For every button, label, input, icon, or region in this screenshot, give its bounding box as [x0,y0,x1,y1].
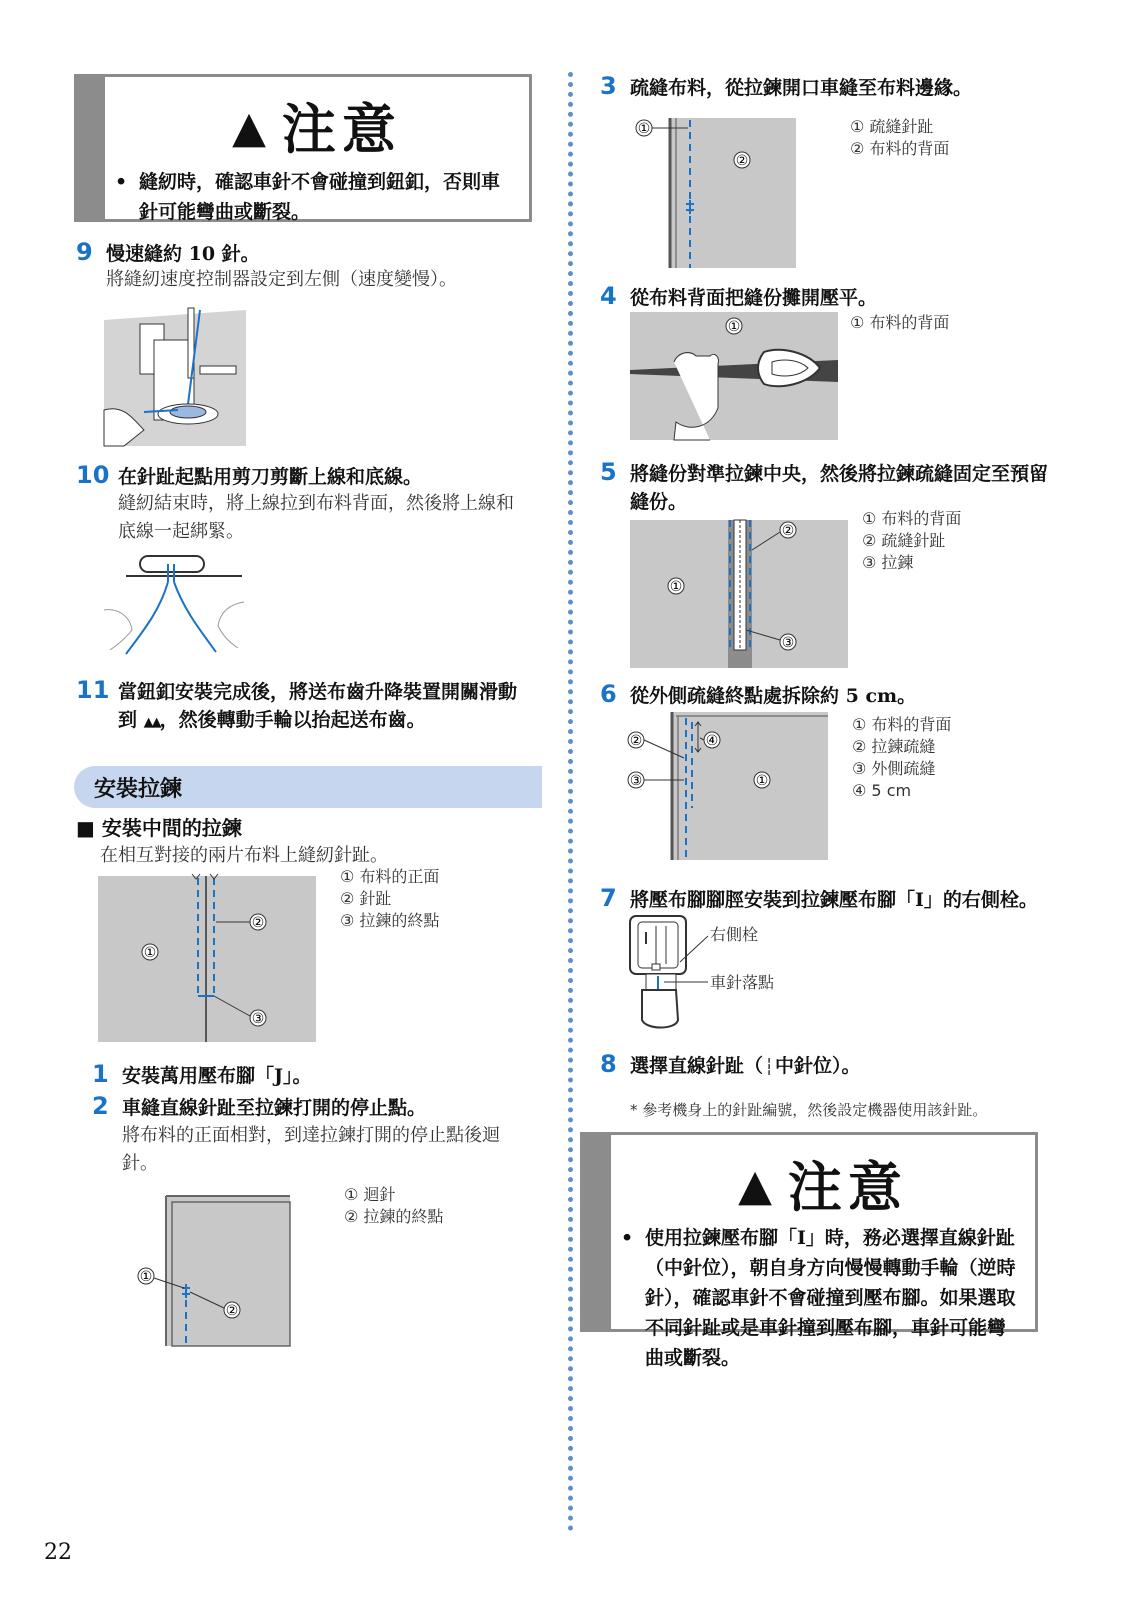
feed-dog-icon: ▲▲ [143,715,160,730]
column-divider [568,72,573,1532]
callout-2: ② [735,153,749,169]
step-9-title: 慢速縫約 10 針。 [106,243,260,265]
section-title: 安裝拉鍊 [94,777,183,802]
label-right-pin: 右側栓 [710,925,759,944]
step-4-number: 4 [600,282,617,310]
step-8-note: * 參考機身上的針趾編號，然後設定機器使用該針趾。 [630,1101,988,1119]
subsection-title: ■ 安裝中間的拉鍊 [76,816,242,840]
step-2-number: 2 [92,1092,109,1120]
step-10-title: 在針趾起點用剪刀剪斷上線和底線。 [118,466,423,488]
callout-3: ③ [781,635,795,651]
callout-2: ② [251,915,265,931]
step-11-number: 11 [76,676,110,704]
callout-3: ③ [251,1011,265,1027]
step-10-desc: 縫紉結束時，將上線拉到布料背面，然後將上線和底線一起綁緊。 [118,493,514,542]
callout-1: ① [755,773,769,789]
step-5-title: 將縫份對準拉鍊中央，然後將拉鍊疏縫固定至預留縫份。 [630,463,1049,513]
caution-text: • 縫紉時，確認車針不會碰撞到鈕釦，否則車針可能彎曲或斷裂。 [117,167,517,227]
step-7-number: 7 [600,884,617,912]
presser-foot-illustration [104,300,246,446]
step-6-legend: ① 布料的背面 ② 拉鍊疏縫 ③ 外側疏縫 ④ 5 cm [852,715,952,800]
straight-stitch-icon: ┆ [764,1057,774,1076]
step-2-desc: 將布料的正面相對，到達拉鍊打開的停止點後迴針。 [122,1125,500,1174]
subsection-desc: 在相互對接的兩片布料上縫紉針趾。 [100,845,388,866]
caution-title: ▲ 注意 [738,1156,908,1219]
step-3-title: 疏縫布料，從拉鍊開口車縫至布料邊緣。 [630,77,973,99]
step-8-number: 8 [600,1050,617,1078]
callout-1: ① [637,121,651,137]
page-number: 22 [44,1540,72,1565]
thread-tie-illustration [104,550,254,660]
callout-1: ① [669,579,683,595]
callout-2: ② [225,1303,239,1319]
step-1-title: 安裝萬用壓布腳「J」。 [122,1065,312,1087]
caution-text: • 使用拉鍊壓布腳「I」時，務必選擇直線針趾（中針位），朝自身方向慢慢轉動手輪（逆時針），確認車針不會碰撞到壓布腳。如果選取不同針趾或是車針撞到壓布腳，車針可能彎曲或斷裂。 [623,1223,1023,1373]
step-2-legend: ① 迴針 ② 拉鍊的終點 [344,1185,444,1226]
caution-box-top [74,74,532,222]
step-7-title: 將壓布腳腳脛安裝到拉鍊壓布腳「I」的右側栓。 [630,889,1038,911]
center-zipper-figure [98,872,338,1044]
section-header [74,766,542,808]
step-10-number: 10 [76,461,110,489]
step-11-title: 當鈕釦安裝完成後，將送布齒升降裝置開關滑動 到 ▲▲，然後轉動手輪以抬起送布齒。 [118,681,518,731]
callout-4: ④ [705,733,719,749]
step-3-number: 3 [600,72,617,100]
warning-triangle-icon: ▲ [232,102,272,153]
step-3-figure [630,112,800,268]
step-1-number: 1 [92,1060,109,1088]
label-needle-drop: 車針落點 [710,973,775,992]
step-4-title: 從布料背面把縫份攤開壓平。 [630,287,878,309]
step-6-number: 6 [600,680,617,708]
warning-triangle-icon: ▲ [738,1160,778,1211]
caution-title: ▲ 注意 [232,98,402,161]
callout-1: ① [727,319,741,335]
center-figure-legend: ① 布料的正面 ② 針趾 ③ 拉鍊的終點 [340,867,440,930]
step-5-figure [630,520,850,668]
callout-1: ① [139,1269,153,1285]
bullet: • [115,171,128,193]
step-2-title: 車縫直線針趾至拉鍊打開的停止點。 [122,1097,427,1119]
caution-bar [77,77,105,219]
callout-2: ② [629,733,643,749]
step-2-figure [124,1196,304,1346]
step-9-desc: 將縫紉速度控制器設定到左側（速度變慢）。 [106,269,457,290]
caution-box-bottom [580,1132,1038,1369]
step-6-figure [626,712,832,860]
step-4-figure [630,312,840,440]
step-8-title: 選擇直線針趾（┆中針位）。 [630,1052,861,1081]
bullet: • [621,1227,634,1249]
step-6-title: 從外側疏縫終點處拆除約 5 cm。 [630,685,917,707]
step-4-legend: ① 布料的背面 [850,313,950,332]
callout-3: ③ [629,773,643,789]
step-5-legend: ① 布料的背面 ② 疏縫針趾 ③ 拉鍊 [862,509,962,572]
callout-2: ② [781,523,795,539]
caution-bar [583,1135,611,1329]
callout-1: ① [143,945,157,961]
step-3-legend: ① 疏縫針趾 ② 布料的背面 [850,117,950,158]
step-9-number: 9 [76,238,93,266]
step-5-number: 5 [600,458,617,486]
